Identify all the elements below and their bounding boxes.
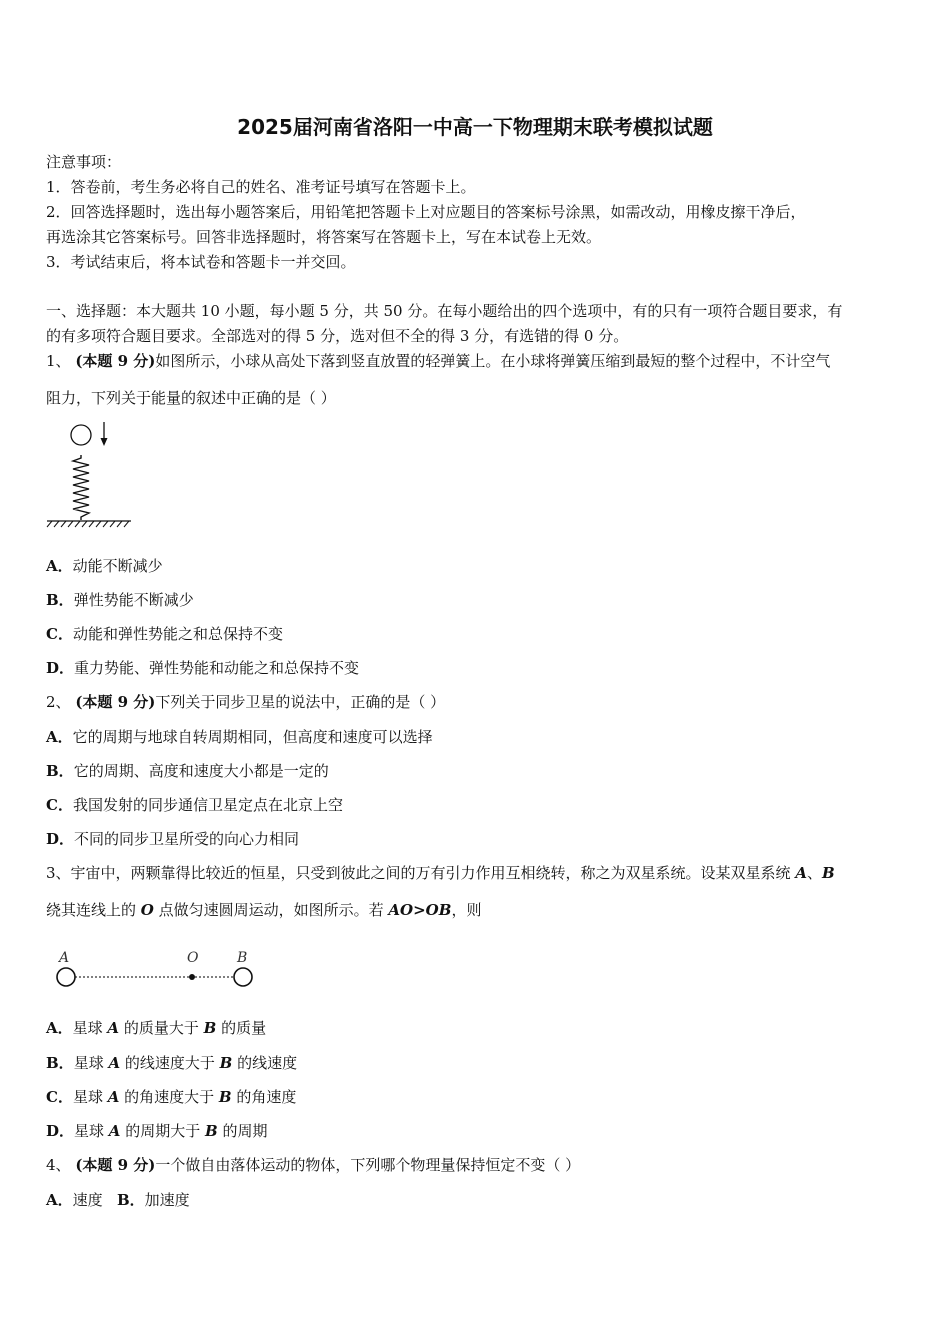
question-4-score: (本题 9 分) bbox=[75, 1156, 156, 1174]
q3-option-c: C．星球 A 的角速度大于 B 的角速度 bbox=[46, 1088, 297, 1106]
q1-option-b: B．弹性势能不断减少 bbox=[46, 591, 194, 609]
q3-option-b: B．星球 A 的线速度大于 B 的线速度 bbox=[46, 1054, 298, 1072]
center-o-label: O bbox=[187, 950, 199, 966]
down-arrow-icon bbox=[101, 422, 108, 446]
q1-option-d: D．重力势能、弹性势能和动能之和总保持不变 bbox=[46, 659, 360, 677]
section-1-line-1: 一、选择题：本大题共 10 小题，每小题 5 分，共 50 分。在每小题给出的四个选项中，有的只有一项符合题目要求，有 bbox=[46, 302, 843, 320]
section-1-line-2: 的有多项符合题目要求。全部选对的得 5 分，选对但不全的得 3 分，有选错的得 0 分。 bbox=[46, 327, 629, 345]
star-b-shape bbox=[234, 968, 252, 986]
ground-hatching bbox=[47, 521, 129, 527]
q2-option-d: D．不同的同步卫星所受的向心力相同 bbox=[46, 830, 300, 848]
question-1-stem-line-2: 阻力，下列关于能量的叙述中正确的是（ ） bbox=[46, 389, 336, 407]
q4-option-a-text: 速度 bbox=[72, 1191, 103, 1209]
question-2-score: (本题 9 分) bbox=[75, 693, 156, 711]
binary-star-figure bbox=[50, 946, 260, 992]
star-b-label: B bbox=[237, 950, 248, 966]
question-1-stem bbox=[46, 351, 830, 371]
q2-option-c: C．我国发射的同步通信卫星定点在北京上空 bbox=[46, 796, 343, 814]
ball-shape bbox=[71, 425, 91, 445]
notice-item-2-line-1: 2．回答选择题时，选出每小题答案后，用铅笔把答题卡上对应题目的答案标号涂黑，如需改动，用橡皮擦干净后， bbox=[46, 203, 806, 221]
q1-option-a: A．动能不断减少 bbox=[46, 557, 163, 575]
question-1-text: 如图所示，小球从高处下落到竖直放置的轻弹簧上。在小球将弹簧压缩到最短的整个过程中，不计空气 bbox=[155, 352, 831, 370]
notice-heading: 注意事项： bbox=[46, 153, 122, 171]
question-3-stem-line-2: 绕其连线上的 O 点做匀速圆周运动，如图所示。若 AO>OB，则 bbox=[46, 901, 482, 919]
question-4-stem bbox=[46, 1155, 580, 1175]
q4-option-a-letter: A． bbox=[46, 1191, 73, 1209]
star-a-shape bbox=[57, 968, 75, 986]
q4-option-b-letter: B． bbox=[116, 1191, 145, 1209]
q4-options bbox=[46, 1190, 190, 1210]
q3-option-d: D．星球 A 的周期大于 B 的周期 bbox=[46, 1122, 268, 1140]
star-a-label: A bbox=[59, 950, 70, 966]
question-2-number: 2、 bbox=[46, 693, 71, 711]
q4-option-b-text: 加速度 bbox=[144, 1191, 190, 1209]
question-1-score: (本题 9 分) bbox=[75, 352, 156, 370]
center-point bbox=[189, 974, 195, 980]
page-title: 2025届河南省洛阳一中高一下物理期末联考模拟试题 bbox=[237, 115, 713, 139]
question-4-text: 一个做自由落体运动的物体，下列哪个物理量保持恒定不变（ ） bbox=[155, 1156, 581, 1174]
q2-option-a: A．它的周期与地球自转周期相同，但高度和速度可以选择 bbox=[46, 728, 433, 746]
q3-option-a: A．星球 A 的质量大于 B 的质量 bbox=[46, 1019, 267, 1037]
spring-coil bbox=[73, 455, 89, 520]
q1-option-c: C．动能和弹性势能之和总保持不变 bbox=[46, 625, 283, 643]
question-2-text: 下列关于同步卫星的说法中，正确的是（ ） bbox=[155, 693, 446, 711]
question-4-number: 4、 bbox=[46, 1156, 71, 1174]
notice-item-2-line-2: 再选涂其它答案标号。回答非选择题时，将答案写在答题卡上，写在本试卷上无效。 bbox=[46, 228, 602, 246]
notice-item-3: 3．考试结束后，将本试卷和答题卡一并交回。 bbox=[46, 253, 356, 271]
question-1-number: 1、 bbox=[46, 352, 71, 370]
question-2-stem bbox=[46, 692, 445, 712]
spring-ball-figure bbox=[40, 418, 140, 534]
notice-item-1: 1．答卷前，考生务必将自己的姓名、准考证号填写在答题卡上。 bbox=[46, 178, 476, 196]
q2-option-b: B．它的周期、高度和速度大小都是一定的 bbox=[46, 762, 329, 780]
question-3-stem: 3、宇宙中，两颗靠得比较近的恒星，只受到彼此之间的万有引力作用互相绕转，称之为双星系统。设某双星系统 A、B bbox=[46, 864, 835, 882]
